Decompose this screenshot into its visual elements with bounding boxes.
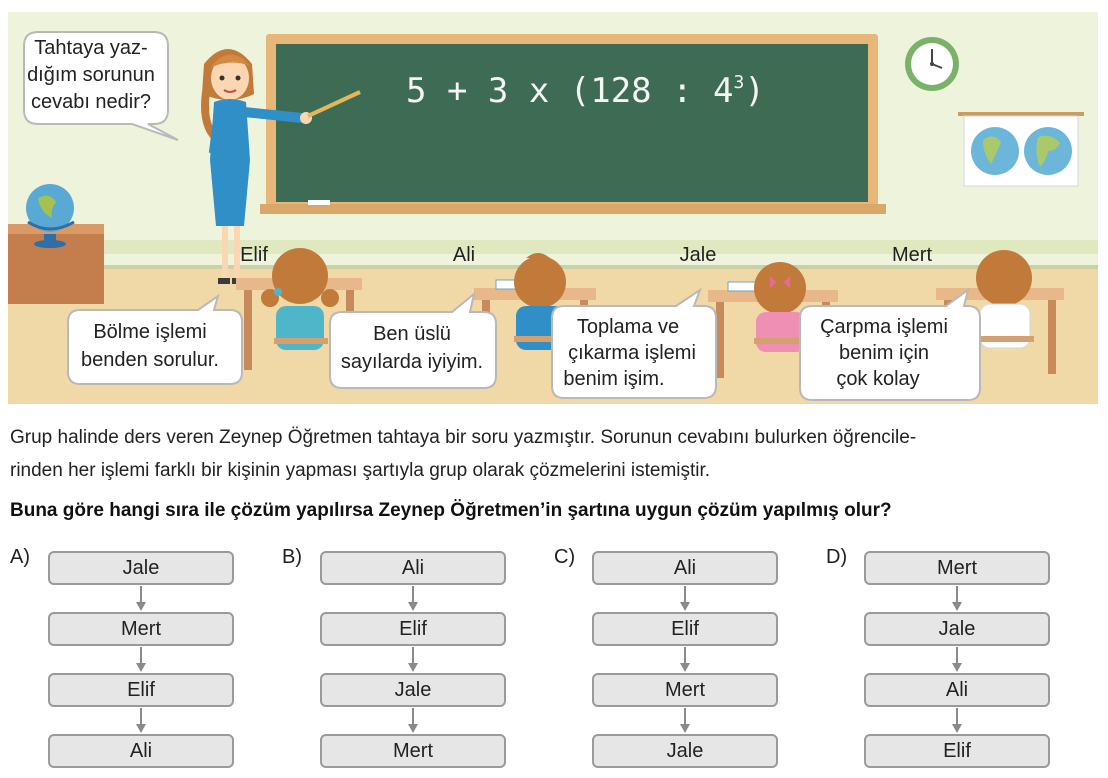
down-arrow-icon xyxy=(407,586,419,612)
student-bubble-line: çıkarma işlemi xyxy=(568,342,696,364)
teacher-bubble-line: dığım sorunun xyxy=(27,64,155,86)
option-label: C) xyxy=(554,546,576,568)
down-arrow-icon xyxy=(951,708,963,734)
board-expression: 5 + 3 x (128 : $4^3$) xyxy=(406,71,765,111)
down-arrow-icon xyxy=(135,647,147,673)
student-bubble-line: çok kolay xyxy=(836,368,920,390)
solution-step: Jale xyxy=(864,612,1050,646)
down-arrow-icon xyxy=(407,647,419,673)
solution-step: Ali xyxy=(864,673,1050,707)
student-name-label: Ali xyxy=(452,244,476,266)
student-bubble-line: benim işim. xyxy=(563,368,665,390)
down-arrow-icon xyxy=(679,708,691,734)
student-bubble-line: benim için xyxy=(838,342,930,364)
solution-step: Jale xyxy=(592,734,778,768)
solution-step: Ali xyxy=(592,551,778,585)
solution-step: Ali xyxy=(320,551,506,585)
solution-step: Mert xyxy=(864,551,1050,585)
down-arrow-icon xyxy=(951,586,963,612)
option-label: A) xyxy=(10,546,30,568)
down-arrow-icon xyxy=(135,586,147,612)
down-arrow-icon xyxy=(135,708,147,734)
clock-icon xyxy=(905,37,959,91)
student-bubble-line: benden sorulur. xyxy=(81,349,219,371)
teacher-bubble-line: Tahtaya yaz- xyxy=(34,37,148,59)
classroom-illustration xyxy=(8,12,1098,404)
question-text: Buna göre hangi sıra ile çözüm yapılırsa Zeynep Öğretmen’in şartına uygun çözüm yapılmış olur? xyxy=(10,500,892,521)
solution-step: Elif xyxy=(864,734,1050,768)
down-arrow-icon xyxy=(407,708,419,734)
teacher-bubble-line: cevabı nedir? xyxy=(30,91,152,113)
student-bubble-mert xyxy=(800,290,980,400)
option-label: B) xyxy=(282,546,302,568)
solution-step: Elif xyxy=(320,612,506,646)
student-name-label: Mert xyxy=(892,244,932,266)
solution-step: Mert xyxy=(48,612,234,646)
solution-step: Jale xyxy=(48,551,234,585)
student-bubble-line: Toplama ve xyxy=(576,316,680,338)
option-label: D) xyxy=(826,546,848,568)
paragraph-line-1: Grup halinde ders veren Zeynep Öğretmen tahtaya bir soru yazmıştır. Sorunun cevabını bulurken öğrencile- xyxy=(10,427,917,448)
solution-step: Ali xyxy=(48,734,234,768)
solution-step: Elif xyxy=(592,612,778,646)
student-bubble-jale xyxy=(552,290,716,398)
student-bubble-elif xyxy=(68,296,242,384)
student-bubble-line: sayılarda iyiyim. xyxy=(340,351,484,373)
chalkboard xyxy=(260,34,886,214)
down-arrow-icon xyxy=(679,586,691,612)
student-name-label: Jale xyxy=(679,244,717,266)
teacher-speech-bubble xyxy=(24,32,178,140)
world-map-poster xyxy=(958,112,1084,186)
solution-step: Elif xyxy=(48,673,234,707)
student-bubble-line: Ben üslü xyxy=(373,323,451,345)
down-arrow-icon xyxy=(679,647,691,673)
classroom-scene xyxy=(8,12,1098,404)
student-bubble-line: Bölme işlemi xyxy=(93,321,207,343)
solution-step: Mert xyxy=(592,673,778,707)
solution-step: Mert xyxy=(320,734,506,768)
student-bubble-line: Çarpma işlemi xyxy=(820,316,948,338)
paragraph-line-2: rinden her işlemi farklı bir kişinin yapması şartıyla grup olarak çözmelerini istemiştir. xyxy=(10,460,711,481)
student-name-label: Elif xyxy=(240,244,268,266)
down-arrow-icon xyxy=(951,647,963,673)
solution-step: Jale xyxy=(320,673,506,707)
